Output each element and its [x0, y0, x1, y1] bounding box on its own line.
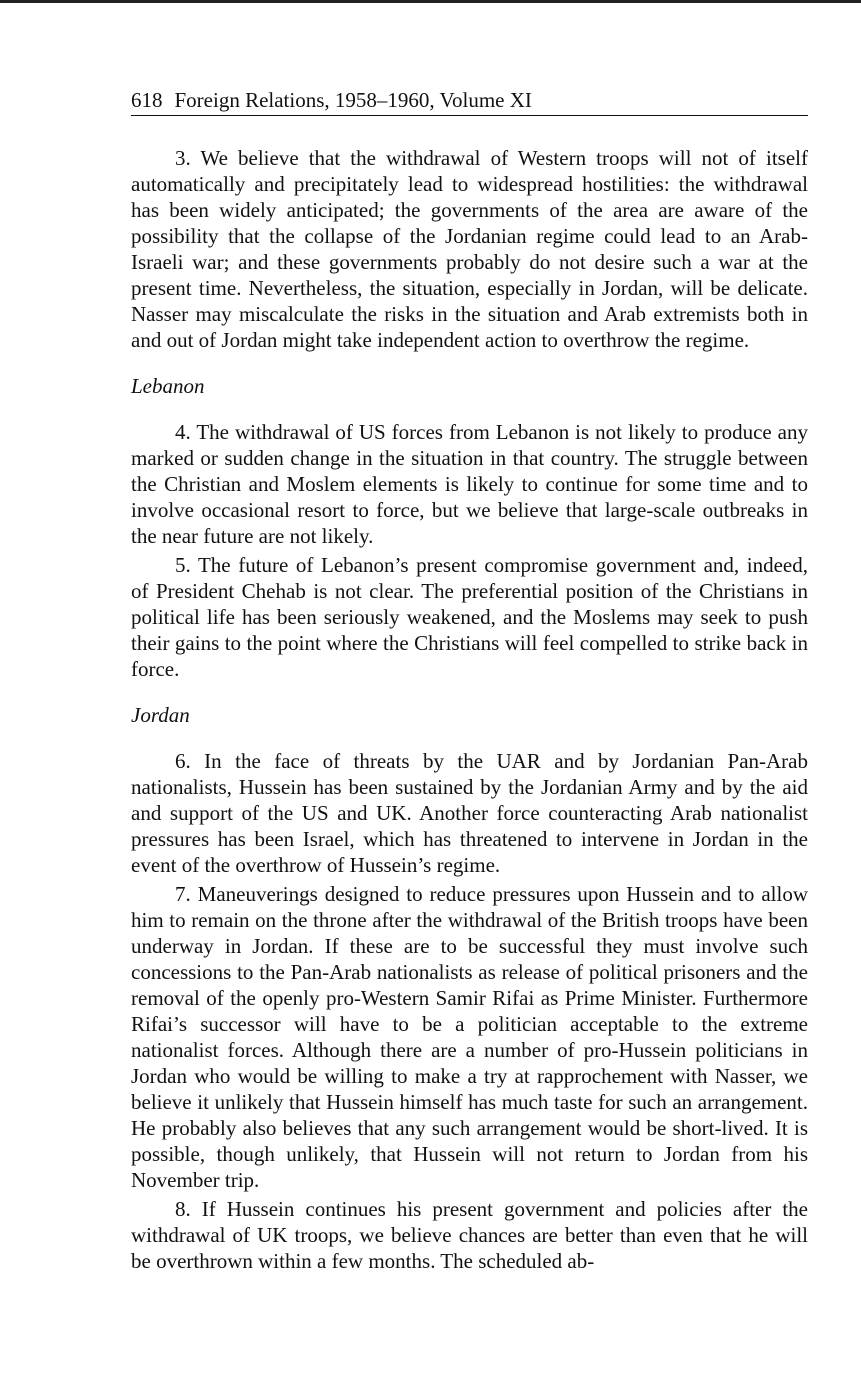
- paragraph-7: 7. Maneuverings designed to reduce pressures upon Hussein and to allow him to remain on the throne after the withdrawal of the British troops have been underway in Jordan. If these are to be successful they must involve such concessions to the Pan-Arab nationalists as release of political prisoners and the removal of the openly pro-Western Samir Rifai as Prime Minister. Furthermore Rifai’s successor will have to be a politician acceptable to the extreme nationalist forces. Although there are a number of pro-Hussein politicians in Jordan who would be willing to make a try at rapprochement with Nasser, we believe it unlikely that Hussein himself has much taste for such an arrangement. He probably also believes that any such arrangement would be short-lived. It is possible, though unlikely, that Hussein will not return to Jordan from his November trip.: [131, 882, 808, 1192]
- running-head: [131, 86, 808, 116]
- volume-title: Foreign Relations, 1958–1960, Volume XI: [174, 88, 532, 112]
- paragraph-6: 6. In the face of threats by the UAR and by Jordanian Pan-Arab nationalists, Hussein has been sustained by the Jordanian Army and by the aid and support of the US and UK. Another force counteracting Arab nationalist pressures has been Israel, which has threatened to intervene in Jordan in the event of the overthrow of Hussein’s regime.: [131, 749, 808, 877]
- document-page: [131, 86, 808, 1277]
- paragraph-5: 5. The future of Lebanon’s present compromise government and, indeed, of President Chehab is not clear. The preferential position of the Christians in political life has been seriously weakened, and the Moslems may seek to push their gains to the point where the Christians will feel compelled to strike back in force.: [131, 553, 808, 681]
- body-text: [131, 145, 808, 1274]
- paragraph-3: 3. We believe that the withdrawal of Western troops will not of itself automatically and precipitately lead to widespread hostilities: the withdrawal has been widely anticipated; the governments of the area are aware of the possibility that the collapse of the Jordanian regime could lead to an Arab-Israeli war; and these governments probably do not desire such a war at the present time. Nevertheless, the situation, especially in Jordan, will be delicate. Nasser may miscalculate the risks in the situation and Arab extremists both in and out of Jordan might take independent action to overthrow the regime.: [131, 146, 808, 352]
- page-top-edge: [0, 0, 861, 3]
- section-heading-lebanon: Lebanon: [131, 374, 205, 398]
- paragraph-4: 4. The withdrawal of US forces from Lebanon is not likely to produce any marked or sudden change in the situation in that country. The struggle between the Christian and Moslem elements is likely to continue for some time and to involve occasional resort to force, but we believe that large-scale outbreaks in the near future are not likely.: [131, 420, 808, 548]
- section-heading-jordan: Jordan: [131, 703, 190, 727]
- page-number: 618: [131, 88, 163, 112]
- paragraph-8: 8. If Hussein continues his present government and policies after the withdrawal of UK troops, we believe chances are better than even that he will be overthrown within a few months. The scheduled ab-: [131, 1197, 808, 1273]
